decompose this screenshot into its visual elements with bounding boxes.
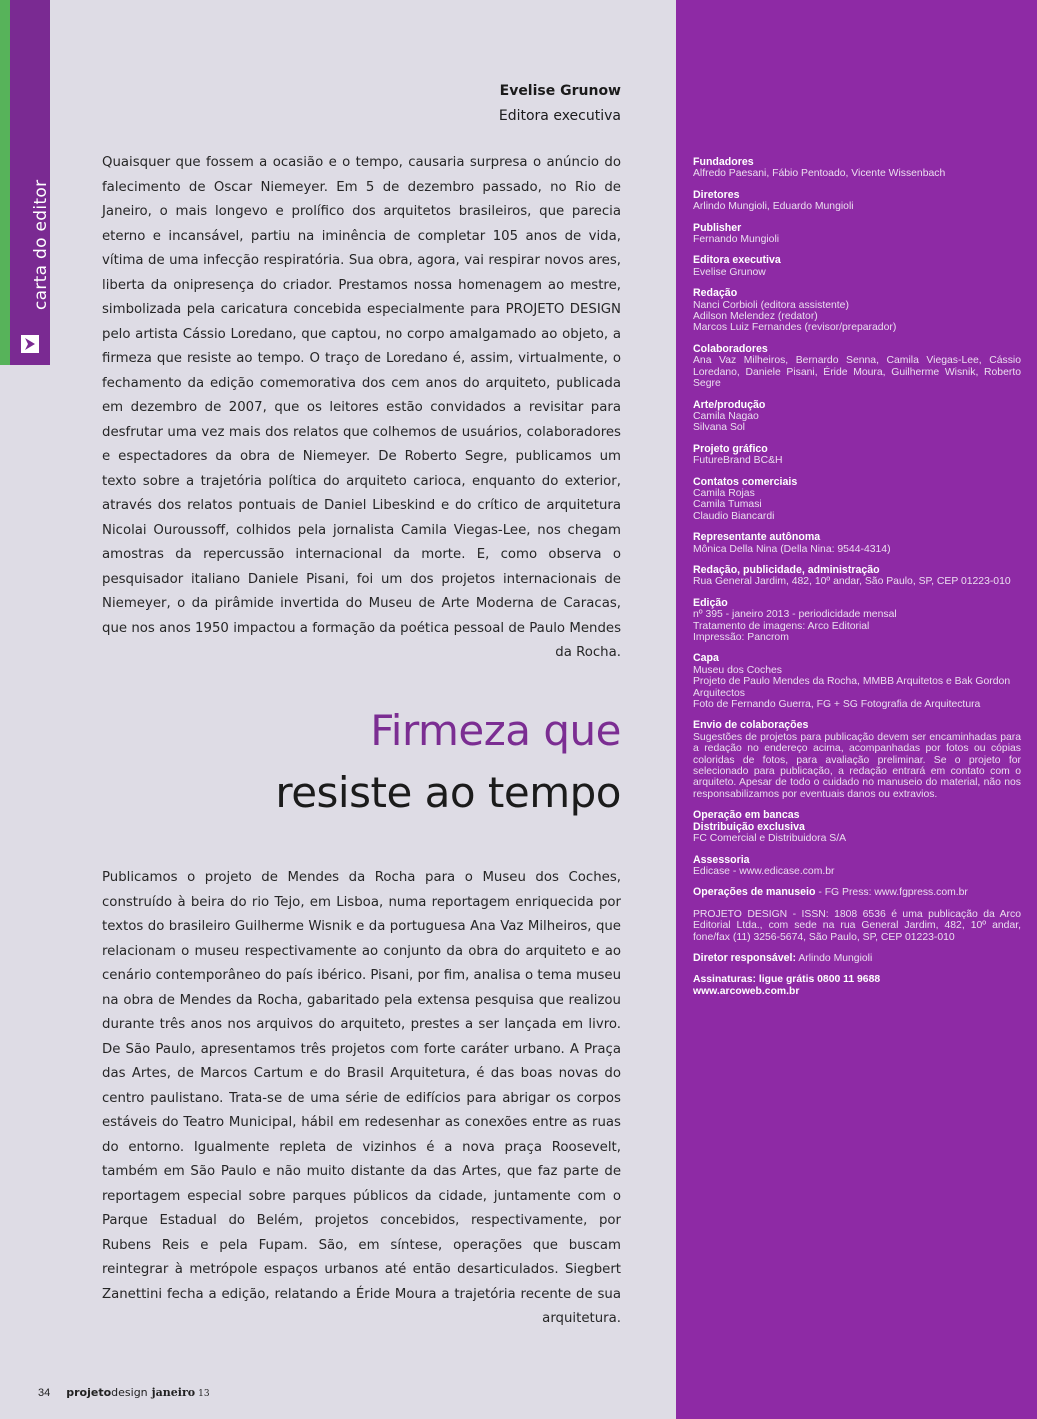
exp-heading: Edição	[693, 596, 728, 609]
exp-line: Foto de Fernando Guerra, FG + SG Fotografia de Arquitectura	[693, 699, 981, 711]
exp-heading: Colaboradores	[693, 342, 768, 355]
exp-line: Evelise Grunow	[693, 266, 766, 278]
exp-line: Claudio Biancardi	[693, 510, 775, 522]
exp-heading: Redação	[693, 287, 738, 300]
exp-heading: Envio de colaborações	[693, 719, 809, 732]
exp-operacao	[693, 810, 1021, 844]
exp-line: Museu dos Coches	[693, 664, 782, 676]
exp-heading: Fundadores	[693, 156, 754, 168]
exp-line: Fernando Mungioli	[693, 234, 780, 246]
exp-heading: Projeto gráfico	[693, 442, 768, 455]
author-byline	[499, 83, 621, 124]
exp-line: Camila Tumasi	[693, 499, 762, 511]
exp-issn	[693, 909, 1021, 943]
exp-heading: Distribuição exclusiva	[693, 820, 805, 833]
headline-line-2: resiste ao tempo	[275, 768, 621, 817]
exp-line: Edicase - www.edicase.com.br	[693, 865, 835, 877]
exp-edicao	[693, 598, 1021, 644]
exp-value: - FG Press: www.fgpress.com.br	[815, 887, 968, 899]
exp-fundadores	[693, 157, 1021, 180]
page-footer	[38, 1386, 210, 1399]
exp-envio	[693, 720, 1021, 800]
issue-year: 13	[198, 1389, 210, 1399]
magazine-name-b: design	[111, 1386, 148, 1399]
exp-manuseio	[693, 887, 1021, 898]
exp-heading: Capa	[693, 652, 719, 665]
exp-line: Adilson Melendez (redator)	[693, 311, 818, 323]
exp-heading: Arte/produção	[693, 398, 766, 411]
headline-line-1: Firmeza que	[370, 706, 621, 755]
exp-value: Arlindo Mungioli	[796, 952, 873, 964]
exp-text: Rua General Jardim, 482, 10º andar, São Paulo, SP, CEP 01223-010	[693, 576, 1011, 588]
exp-text: Ana Vaz Milheiros, Bernardo Senna, Camila Viegas-Lee, Cássio Loredano, Daniele Pisani, Éride Moura, Guilherme Wisnik, Roberto Segre	[693, 355, 1021, 390]
exp-editora	[693, 255, 1021, 278]
body-paragraph-2: Publicamos o projeto de Mendes da Rocha para o Museu dos Coches, construído à beira do rio Tejo, em Lisboa, numa reportagem enriquecida por textos do brasileiro Guilherme Wisnik e da portuguesa Ana Vaz Milheiros, que relacionam o museu respectivamente ao conjunto da obra do arquiteto e ao cenário contemporâneo do país ibérico. Pisani, por fim, analisa o tema museu na obra de Mendes da Rocha, gabaritado pela extensa pesquisa que realizou durante três anos nos arquivos do arquiteto, prestes a ser lançada em livro. De São Paulo, apresentamos três projetos com forte caráter urbano. A Praça das Artes, de Marcos Cartum e do Brasil Arquitetura, é das boas novas do centro paulistano. Trata-se de uma série de edifícios para abrigar os corpos estáveis do Teatro Municipal, hábil em redesenhar as conexões entre as ruas do entorno. Igualmente repleta de vizinhos é a nova praça Roosevelt, também em São Paulo e não muito distante da das Artes, que faz parte de reportagem especial sobre parques públicos da cidade, juntamente com o Parque Estadual do Belém, projetos concebidos, respectivamente, por Rubens Reis e pela Fupam. São, em síntese, operações que buscam reintegrar à metrópole espaços urbanos até então desarticulados. Siegbert Zanettini fecha a edição, relatando a Éride Moura a trajetória recente de sua arquitetura.	[102, 870, 621, 1326]
exp-heading: Editora executiva	[693, 254, 781, 267]
exp-redacao-publicidade	[693, 565, 1021, 588]
exp-text: PROJETO DESIGN - ISSN: 1808 6536 é uma publicação da Arco Editorial Ltda., com sede na rua General Jardim, 482, 10º andar, fone/fax (11) 3256-5674, São Paulo, SP, CEP 01223-010	[693, 908, 1021, 943]
exp-line: Nanci Corbioli (editora assistente)	[693, 299, 849, 311]
arrow-icon	[21, 335, 39, 353]
exp-assessoria	[693, 855, 1021, 878]
exp-line: Camila Rojas	[693, 487, 755, 499]
exp-capa	[693, 653, 1021, 710]
body-paragraph-1: Quaisquer que fossem a ocasião e o tempo, causaria surpresa o anúncio do falecimento de Oscar Niemeyer. Em 5 de dezembro passado, no Rio de Janeiro, o mais longevo e prolífico dos arquitetos brasileiros, que parecia eterno e incansável, partiu na iminência de completar 105 anos de vida, vítima de uma infecção respiratória. Sua obra, agora, vai respirar novos ares, liberta da onipresença do criador. Prestamos nossa homenagem ao mestre, simbolizada pela caricatura concebida especialmente para PROJETO DESIGN pelo artista Cássio Loredano, que captou, no corpo amalgamado ao objeto, a firmeza que resiste ao tempo. O traço de Loredano é, assim, virtualmente, o fechamento da edição comemorativa dos cem anos do arquiteto, publicada em dezembro de 2007, que os leitores estão convidados a revisitar para desfrutar uma vez mais dos relatos que colhemos de usuários, colaboradores e espectadores da obra de Niemeyer. De Roberto Segre, publicamos um texto sobre a trajetória política do arquiteto carioca, enquanto do exterior, através dos relatos pontuais de Daniel Libeskind e do crítico de arquitetura Nicolai Ouroussoff, colhidos pela jornalista Camila Viegas-Lee, nos chegam amostras da repercussão internacional da morte. E, como observa o pesquisador italiano Daniele Pisani, foi um dos projetos internacionais de Niemeyer, o da pirâmide invertida do Museu de Arte Moderna de Caracas, que nos anos 1950 impactou a formação da poética pessoal de Paulo Mendes da Rocha.	[102, 155, 621, 660]
exp-line: Silvana Sol	[693, 422, 745, 434]
exp-arte	[693, 400, 1021, 434]
exp-line: FC Comercial e Distribuidora S/A	[693, 833, 847, 845]
exp-line: Projeto de Paulo Mendes da Rocha, MMBB Arquitetos e Bak Gordon Arquitectos	[693, 676, 1011, 699]
exp-text	[693, 665, 1021, 711]
exp-colaboradores	[693, 344, 1021, 390]
exp-contatos	[693, 477, 1021, 523]
exp-heading: Assessoria	[693, 853, 750, 866]
exp-projeto-grafico	[693, 444, 1021, 467]
exp-text: Sugestões de projetos para publicação devem ser encaminhadas para a redação no endereço acima, acompanhadas por fotos ou cópias coloridas de fotos, para avaliação preliminar. Se o projeto for selecionado para publicação, a redação entrará em contato com o arquiteto. Apesar de todo o cuidado no manuseio do material, não nos responsabilizamos por eventuais danos ou extravios.	[693, 731, 1021, 800]
page-number: 34	[38, 1387, 51, 1399]
exp-assinaturas	[693, 974, 1021, 997]
exp-line: Impressão: Pancrom	[693, 632, 789, 643]
section-tab-label: carta do editor	[31, 179, 51, 310]
exp-publisher	[693, 223, 1021, 246]
exp-line: Camila Nagao	[693, 410, 759, 422]
exp-representante	[693, 532, 1021, 555]
exp-heading: Operações de manuseio	[693, 886, 816, 899]
exp-heading: Operação em bancas	[693, 809, 800, 822]
green-edge-strip	[0, 0, 10, 365]
subscription-phone: Assinaturas: ligue grátis 0800 11 9688	[693, 974, 881, 986]
exp-redacao	[693, 288, 1021, 334]
exp-heading: Diretores	[693, 188, 740, 201]
exp-diretores	[693, 190, 1021, 213]
magazine-name-a: projeto	[66, 1386, 112, 1399]
author-role: Editora executiva	[498, 108, 621, 124]
website-link[interactable]: www.arcoweb.com.br	[693, 985, 800, 997]
exp-heading: Redação, publicidade, administração	[693, 563, 880, 576]
exp-heading: Representante autônoma	[693, 531, 821, 544]
exp-heading: Contatos comerciais	[693, 475, 798, 488]
exp-heading: Diretor responsável:	[693, 951, 797, 964]
expediente-list	[693, 157, 1021, 1007]
exp-line: Mônica Della Nina (Della Nina: 9544-4314)	[693, 543, 891, 555]
exp-line: Arlindo Mungioli, Eduardo Mungioli	[693, 201, 854, 213]
exp-line: Alfredo Paesani, Fábio Pentoado, Vicente Wissenbach	[693, 168, 946, 180]
exp-line: Marcos Luiz Fernandes (revisor/preparador)	[693, 322, 897, 334]
exp-line: nº 395 - janeiro 2013 - periodicidade mensal	[693, 609, 897, 621]
exp-line: Tratamento de imagens: Arco Editorial	[693, 620, 870, 632]
exp-heading: Publisher	[693, 221, 742, 234]
author-name: Evelise Grunow	[499, 83, 621, 99]
issue-month: janeiro	[151, 1386, 196, 1399]
exp-line: FutureBrand BC&H	[693, 455, 783, 467]
exp-diretor	[693, 953, 1021, 964]
article-headline	[275, 700, 621, 824]
